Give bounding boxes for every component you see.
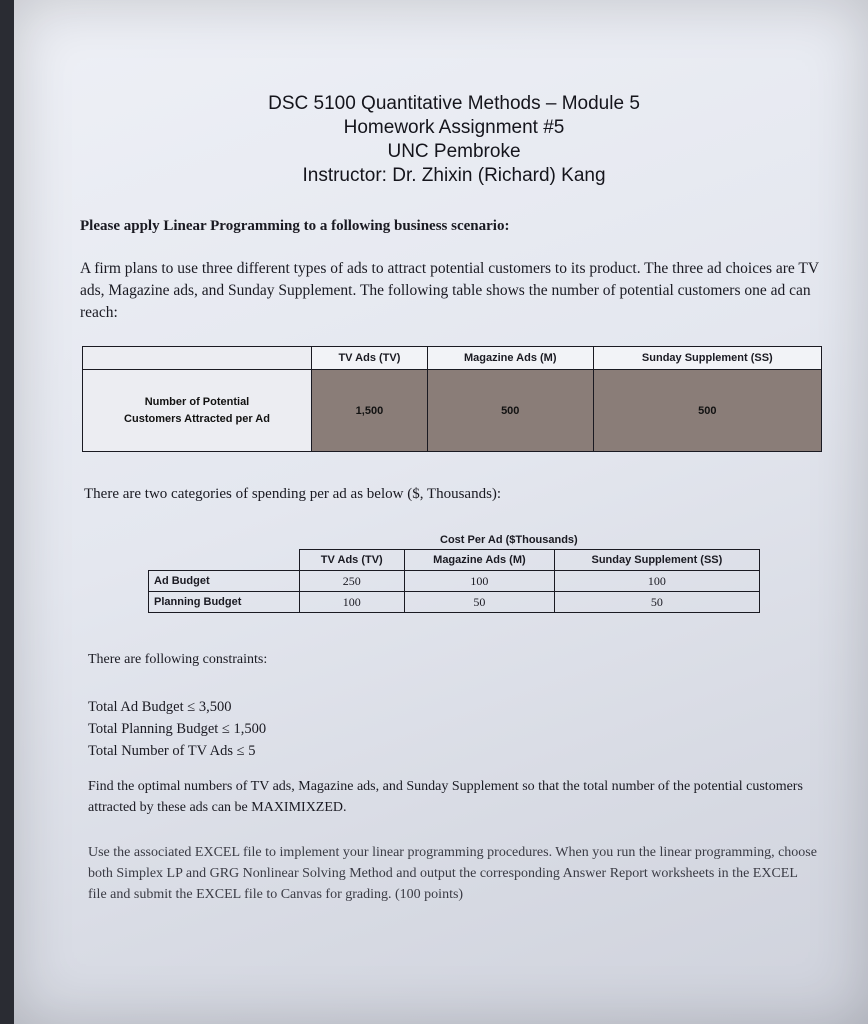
customers-header-sunday: Sunday Supplement (SS) [593, 347, 821, 370]
customers-value-magazine: 500 [427, 370, 593, 452]
assignment-title: Homework Assignment #5 [343, 117, 565, 138]
cost-value: 50 [405, 592, 555, 613]
customers-table [82, 346, 822, 452]
excel-instructions: Use the associated EXCEL file to implement your linear programming procedures. When you run the linear programming, choose both Simplex LP and GRG Nonlinear Solving Method and output the corresponding Answer Report worksheets in the EXCEL file and submit the EXCEL file to Canvas for grading. (100 points) [88, 845, 817, 902]
cost-value: 100 [299, 592, 405, 613]
cost-header-sunday: Sunday Supplement (SS) [554, 550, 759, 571]
course-title: DSC 5100 Quantitative Methods – Module 5 [268, 93, 640, 114]
customers-row-label-line2: Customers Attracted per Ad [124, 412, 270, 425]
constraint-item: Total Ad Budget ≤ 3,500 [88, 699, 232, 715]
customers-header-magazine: Magazine Ads (M) [427, 347, 593, 370]
instructor-name: Instructor: Dr. Zhixin (Richard) Kang [302, 165, 606, 186]
constraint-item: Total Number of TV Ads ≤ 5 [88, 743, 256, 759]
cost-value: 100 [405, 571, 555, 592]
objective-paragraph: Find the optimal numbers of TV ads, Magazine ads, and Sunday Supplement so that the total number of the potential customers attracted by these ads can be MAXIMIXZED. [88, 779, 803, 815]
paper-sheet [14, 0, 868, 1024]
customers-table-corner [83, 347, 312, 370]
cost-table-corner [149, 550, 300, 571]
document-header [194, 92, 714, 188]
customers-row-label-line1: Number of Potential [144, 395, 250, 408]
customers-value-tv: 1,500 [312, 370, 428, 452]
cost-row-label: Planning Budget [149, 592, 300, 613]
cost-value: 50 [554, 592, 759, 613]
customers-row-label [83, 370, 312, 452]
cost-row-label: Ad Budget [149, 571, 300, 592]
constraint-item: Total Planning Budget ≤ 1,500 [88, 721, 267, 737]
spending-sentence: There are two categories of spending per ad as below ($, Thousands): [84, 486, 502, 502]
scenario-paragraph: A firm plans to use three different types of ads to attract potential customers to its product. The three ad choices are TV ads, Magazine ads, and Sunday Supplement. The following table shows the number of potential customers one ad can reach: [80, 260, 819, 321]
constraints-list [88, 696, 266, 762]
constraints-lead: There are following constraints: [88, 652, 268, 667]
cost-header-tv: TV Ads (TV) [299, 550, 405, 571]
cost-row-planning-budget [149, 592, 760, 613]
cost-value: 250 [299, 571, 405, 592]
customers-header-tv: TV Ads (TV) [312, 347, 428, 370]
cost-value: 100 [554, 571, 759, 592]
cost-header-magazine: Magazine Ads (M) [405, 550, 555, 571]
intro-instruction: Please apply Linear Programming to a following business scenario: [80, 218, 510, 234]
cost-table [148, 549, 760, 613]
university-name: UNC Pembroke [387, 141, 521, 162]
customers-value-sunday: 500 [593, 370, 821, 452]
cost-table-title: Cost Per Ad ($Thousands) [440, 534, 578, 546]
cost-row-ad-budget [149, 571, 760, 592]
